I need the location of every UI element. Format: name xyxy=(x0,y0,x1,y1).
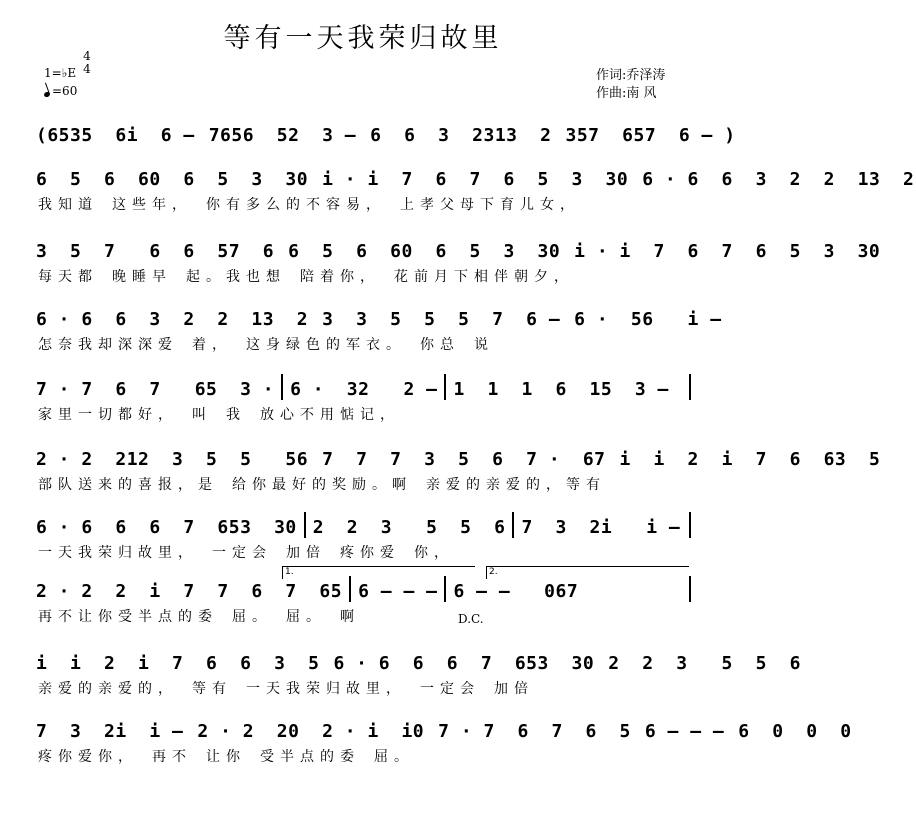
lyric-phrase: 我知道 xyxy=(38,197,98,213)
song-title: 等有一天我荣归故里 xyxy=(223,23,503,54)
tempo-marking xyxy=(44,84,77,98)
lyric-phrase: 放心不用惦记， xyxy=(260,407,400,423)
lyric-phrase: 一定会 xyxy=(212,545,272,561)
measure: 6 · 6 6 3 2 2 13 2 xyxy=(642,169,915,190)
volta-bracket: 2. xyxy=(486,566,689,579)
lyric-phrase: 让你 xyxy=(206,749,246,765)
key-signature: 1=♭E xyxy=(44,66,77,80)
bar-line xyxy=(444,374,446,400)
measure: 2 · 2 20 2 · i i0 xyxy=(197,721,425,742)
lyrics-line xyxy=(38,474,696,494)
lyric-phrase: 家里一切都好， xyxy=(38,407,178,423)
measure: 6 · 6 6 6 7 653 30 xyxy=(333,653,595,674)
lyric-phrase: 这些年， xyxy=(112,197,192,213)
dc-marking: D.C. xyxy=(458,612,484,626)
bar-line xyxy=(304,512,306,538)
bar-line xyxy=(444,576,446,602)
lyricist-credit: 作词:乔泽涛 xyxy=(596,68,666,83)
measure: (6535 6i 6 – xyxy=(36,125,195,146)
lyric-phrase: 亲爱的亲爱的， xyxy=(38,681,178,697)
measure: i i 2 i 7 6 6 3 5 xyxy=(36,653,320,674)
measure: 3 3 5 5 5 7 6 – xyxy=(322,309,561,330)
measure: 357 657 6 – ) xyxy=(565,125,736,146)
quarter-note-icon xyxy=(43,91,50,98)
measure: 6 0 0 0 xyxy=(738,721,852,742)
notation-line xyxy=(34,440,881,470)
meter-top: 4 xyxy=(83,49,91,63)
measure: 7 7 7 3 5 6 7 · 67 xyxy=(322,449,606,470)
bar-line xyxy=(349,576,351,602)
lyric-phrase: 上孝父母下育儿女， xyxy=(400,197,580,213)
measure: 6 · 6 6 6 7 653 30 xyxy=(36,517,297,538)
volta-bracket: 1. xyxy=(282,566,475,579)
time-signature xyxy=(78,50,96,76)
measure: 6 · 6 6 3 2 2 13 2 xyxy=(36,309,309,330)
lyrics-line xyxy=(38,678,696,698)
measure: i · i 7 6 7 6 5 3 30 xyxy=(574,241,881,262)
composer-credit: 作曲:南 风 xyxy=(596,86,657,101)
lyric-phrase: 再不让你受半点的委 xyxy=(38,609,218,625)
lyric-phrase: 疼你爱 xyxy=(340,545,400,561)
notation-line xyxy=(34,370,696,400)
measure: 6 5 6 60 6 5 3 30 xyxy=(288,241,561,262)
measure: 6 · 56 i – xyxy=(574,309,722,330)
lyric-phrase: 着， xyxy=(192,337,232,353)
lyrics-line xyxy=(38,404,696,424)
lyric-phrase: 受半点的委 xyxy=(260,749,360,765)
lyric-phrase: 给你最好的奖励。啊 xyxy=(232,477,412,493)
lyric-phrase: 花前月下相伴朝夕， xyxy=(394,269,574,285)
notation-line xyxy=(34,300,722,330)
lyric-phrase: 怎奈我却深深爱 xyxy=(38,337,178,353)
measure: 7 · 7 6 7 65 3 · xyxy=(36,379,275,400)
bar-line xyxy=(689,576,691,602)
notation-line xyxy=(34,232,881,262)
measure: 2 · 2 2 i 7 7 6 7 65 xyxy=(36,581,343,602)
lyric-phrase: 我 xyxy=(226,407,246,423)
lyric-phrase: 屈。 xyxy=(374,749,414,765)
bar-line xyxy=(281,374,283,400)
measure: 6 – – – xyxy=(358,581,438,602)
lyric-phrase: 一定会 xyxy=(420,681,480,697)
lyric-phrase: 起。我也想 xyxy=(186,269,286,285)
notation-line xyxy=(34,116,736,146)
notation-line xyxy=(34,160,915,190)
lyrics-line xyxy=(38,542,696,562)
measure: 6 – – 067 xyxy=(453,581,579,602)
measure: 1 1 1 6 15 3 – xyxy=(453,379,669,400)
measure: 6 6 3 2313 2 xyxy=(370,125,552,146)
meter-bottom: 4 xyxy=(83,62,91,76)
measure: 7656 52 3 – xyxy=(208,125,357,146)
lyric-phrase: 一天我荣归故里， xyxy=(246,681,406,697)
bar-line xyxy=(689,512,691,538)
measure: 6 · 32 2 – xyxy=(290,379,438,400)
notation-line xyxy=(34,712,852,742)
lyric-phrase: 说 xyxy=(474,337,494,353)
measure: i · i 7 6 7 6 5 3 30 xyxy=(322,169,629,190)
bar-line xyxy=(512,512,514,538)
notation-line xyxy=(34,644,801,674)
lyrics-line xyxy=(38,334,696,354)
measure: 2 2 3 5 5 6 xyxy=(608,653,801,674)
measure: 7 3 2i i – xyxy=(36,721,184,742)
measure: 2 · 2 212 3 5 5 56 xyxy=(36,449,309,470)
lyric-phrase: 等有 xyxy=(192,681,232,697)
lyric-phrase: 你， xyxy=(414,545,454,561)
measure: 3 5 7 6 6 57 6 xyxy=(36,241,275,262)
lyric-phrase: 一天我荣归故里， xyxy=(38,545,198,561)
lyric-phrase: 屈。 xyxy=(286,609,326,625)
measure: 7 3 2i i – xyxy=(521,517,681,538)
lyric-phrase: 叫 xyxy=(192,407,212,423)
measure: 6 5 6 60 6 5 3 30 xyxy=(36,169,309,190)
lyric-phrase: 屈。 xyxy=(232,609,272,625)
lyric-phrase: 你有多么的不容易， xyxy=(206,197,386,213)
lyrics-line xyxy=(38,606,696,626)
bar-line xyxy=(689,374,691,400)
lyrics-line xyxy=(38,194,696,214)
lyric-phrase: 晚睡早 xyxy=(112,269,172,285)
lyric-phrase: 亲爱的亲爱的，等有 xyxy=(426,477,606,493)
measure: 7 · 7 6 7 6 5 xyxy=(438,721,631,742)
lyric-phrase: 这身绿色的军衣。 xyxy=(246,337,406,353)
notation-line xyxy=(34,508,696,538)
lyric-phrase: 陪着你， xyxy=(300,269,380,285)
lyric-phrase: 每天都 xyxy=(38,269,98,285)
lyric-phrase: 疼你爱你， xyxy=(38,749,138,765)
lyric-phrase: 你总 xyxy=(420,337,460,353)
lyric-phrase: 加倍 xyxy=(286,545,326,561)
lyrics-line xyxy=(38,746,696,766)
lyric-phrase: 啊 xyxy=(340,609,360,625)
lyrics-line xyxy=(38,266,696,286)
lyric-phrase: 加倍 xyxy=(494,681,534,697)
measure: 6 – – – xyxy=(644,721,725,742)
lyric-phrase: 再不 xyxy=(152,749,192,765)
measure: 2 2 3 5 5 6 xyxy=(312,517,506,538)
measure: i i 2 i 7 6 63 5 xyxy=(619,449,881,470)
lyric-phrase: 部队送来的喜报，是 xyxy=(38,477,218,493)
tempo-value: =60 xyxy=(52,84,78,98)
